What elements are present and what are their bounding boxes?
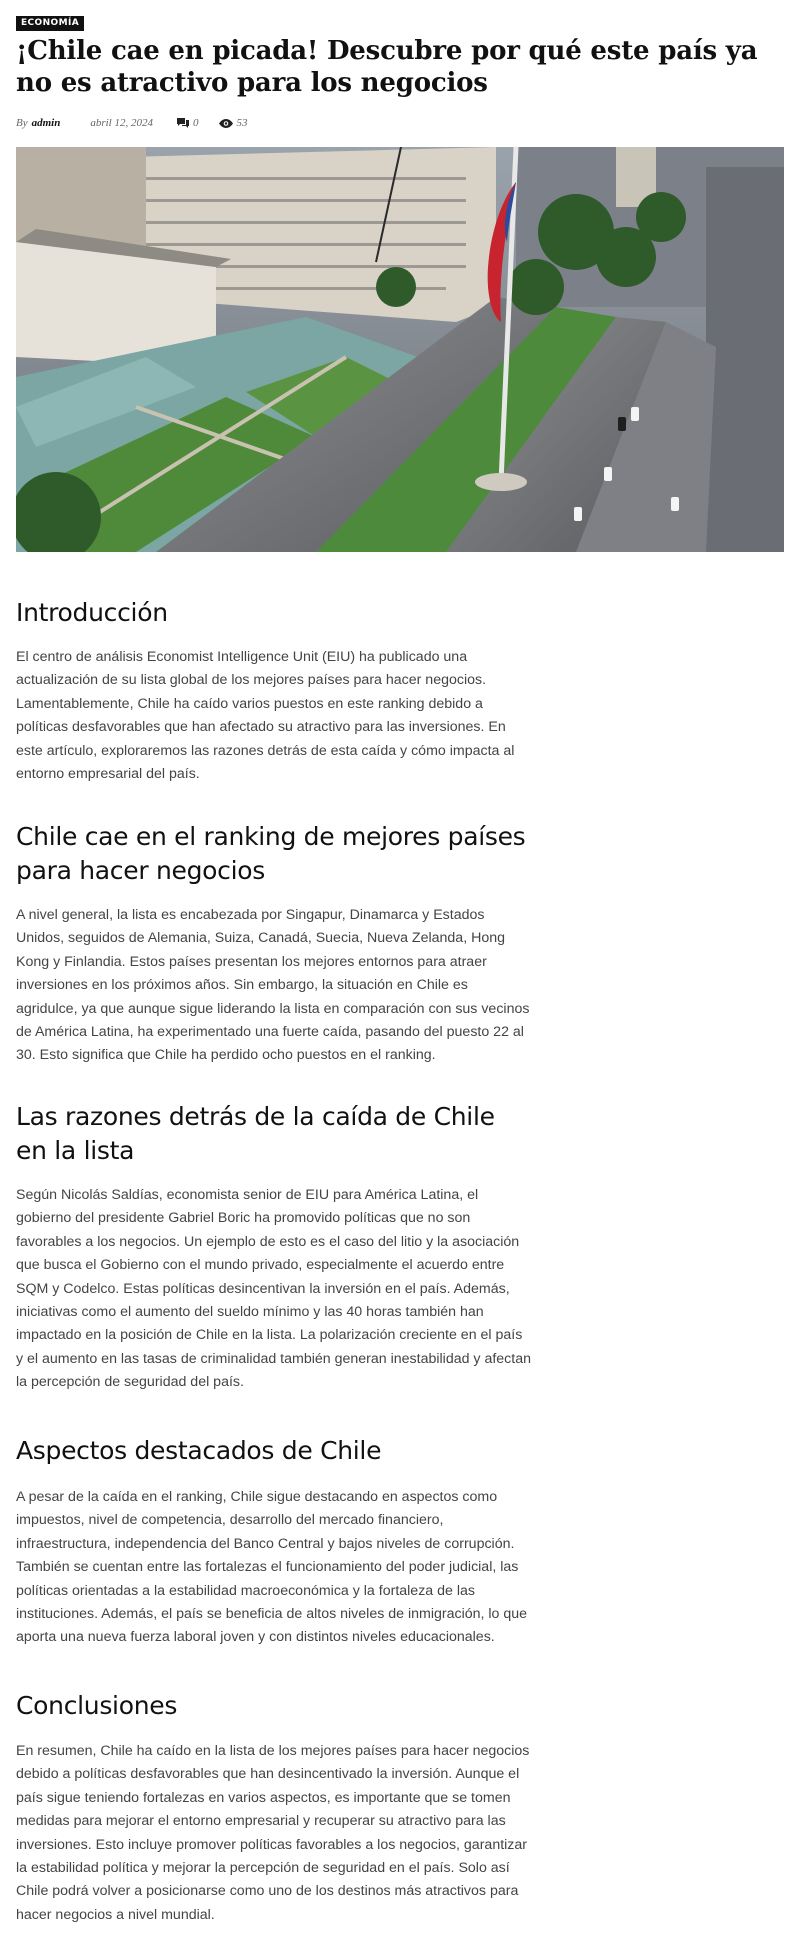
post-meta — [16, 115, 784, 131]
author-link[interactable]: admin — [31, 117, 61, 129]
post-date: abril 12, 2024 — [90, 117, 153, 129]
by-label: By — [16, 117, 28, 129]
photo-palacio-la-moneda — [16, 147, 784, 552]
section-paragraph: En resumen, Chile ha caído en la lista de los mejores países para hacer negocios debido a políticas desfavorables que han desincentivado la inversión. Aunque el país sigue teniendo fortalezas en varios aspectos, es importante que se tomen medidas para mejorar el entorno empresarial y recuperar su atractivo para las inversiones. Esto incluye promover políticas favorables a los negocios, garantizar la estabilidad política y mejorar la percepción de seguridad en el país. Solo así Chile podrá volver a posicionarse como uno de los destinos más atractivos para hacer negocios a nivel mundial. — [16, 1743, 530, 1923]
post-header — [16, 12, 784, 131]
comment-count[interactable]: 0 — [193, 117, 199, 129]
section-paragraph: Según Nicolás Saldías, economista senior de EIU para América Latina, el gobierno del presidente Gabriel Boric ha promovido políticas que no son favorables a los negocios. Un ejemplo de esto es el caso del litio y la asociación que busca el Gobierno con el mundo privado, especialmente el acuerdo entre SQM y Codelco. Estas políticas desincentivan la inversión en el país. Además, iniciativas como el aumento del sueldo mínimo y las 40 horas también han impactado en la posición de Chile en la lista. La polarización creciente en el país y el aumento en las tasas de criminalidad también generan inestabilidad y afectan la percepción de seguridad del país. — [16, 1187, 532, 1391]
eye-icon — [219, 119, 233, 128]
section-heading: Las razones detrás de la caída de Chile en la lista — [16, 1102, 495, 1165]
section-paragraph: El centro de análisis Economist Intelligence Unit (EIU) ha publicado una actualización de su lista global de los mejores países para hacer negocios. Lamentablemente, Chile ha caído varios puestos en este ranking debido a políticas desfavorables que han afectado su atractivo para las inversiones. En este artículo, exploraremos las razones detrás de esta caída y cómo impacta al entorno empresarial del país. — [16, 649, 515, 783]
section-paragraph: A nivel general, la lista es encabezada por Singapur, Dinamarca y Estados Unidos, seguidos de Alemania, Suiza, Canadá, Suecia, Nueva Zelanda, Hong Kong y Finlandia. Estos países presentan los mejores entornos para atraer inversiones en los próximos años. Sin embargo, la situación en Chile es agridulce, ya que aunque sigue liderando la lista en comparación con sus vecinos de América Latina, ha experimentado una fuerte caída, pasando del puesto 22 al 30. Esto significa que Chile ha perdido ocho puestos en el ranking. — [16, 907, 530, 1064]
section-heading: Introducción — [16, 598, 168, 627]
section-heading: Aspectos destacados de Chile — [16, 1436, 382, 1465]
comment-icon[interactable] — [177, 118, 189, 128]
view-count: 53 — [236, 117, 248, 129]
category-badge[interactable]: ECONOMÍA — [16, 16, 84, 31]
section-heading: Chile cae en el ranking de mejores países para hacer negocios — [16, 822, 526, 885]
section-heading: Conclusiones — [16, 1691, 178, 1720]
hero-image — [16, 147, 784, 552]
post-title: ¡Chile cae en picada! Descubre por qué este país ya no es atractivo para los negocios — [16, 36, 758, 98]
section-paragraph: A pesar de la caída en el ranking, Chile sigue destacando en aspectos como impuestos, nivel de competencia, desarrollo del mercado financiero, infraestructura, independencia del Banco Central y bajos niveles de corrupción. También se cuentan entre las fortalezas el funcionamiento del poder judicial, las políticas orientadas a la estabilidad macroeconómica y la fortaleza de las instituciones. Además, el país se beneficia de altos niveles de inmigración, lo que aporta una nueva fuerza laboral joven y con distintos niveles educacionales. — [16, 1489, 528, 1646]
